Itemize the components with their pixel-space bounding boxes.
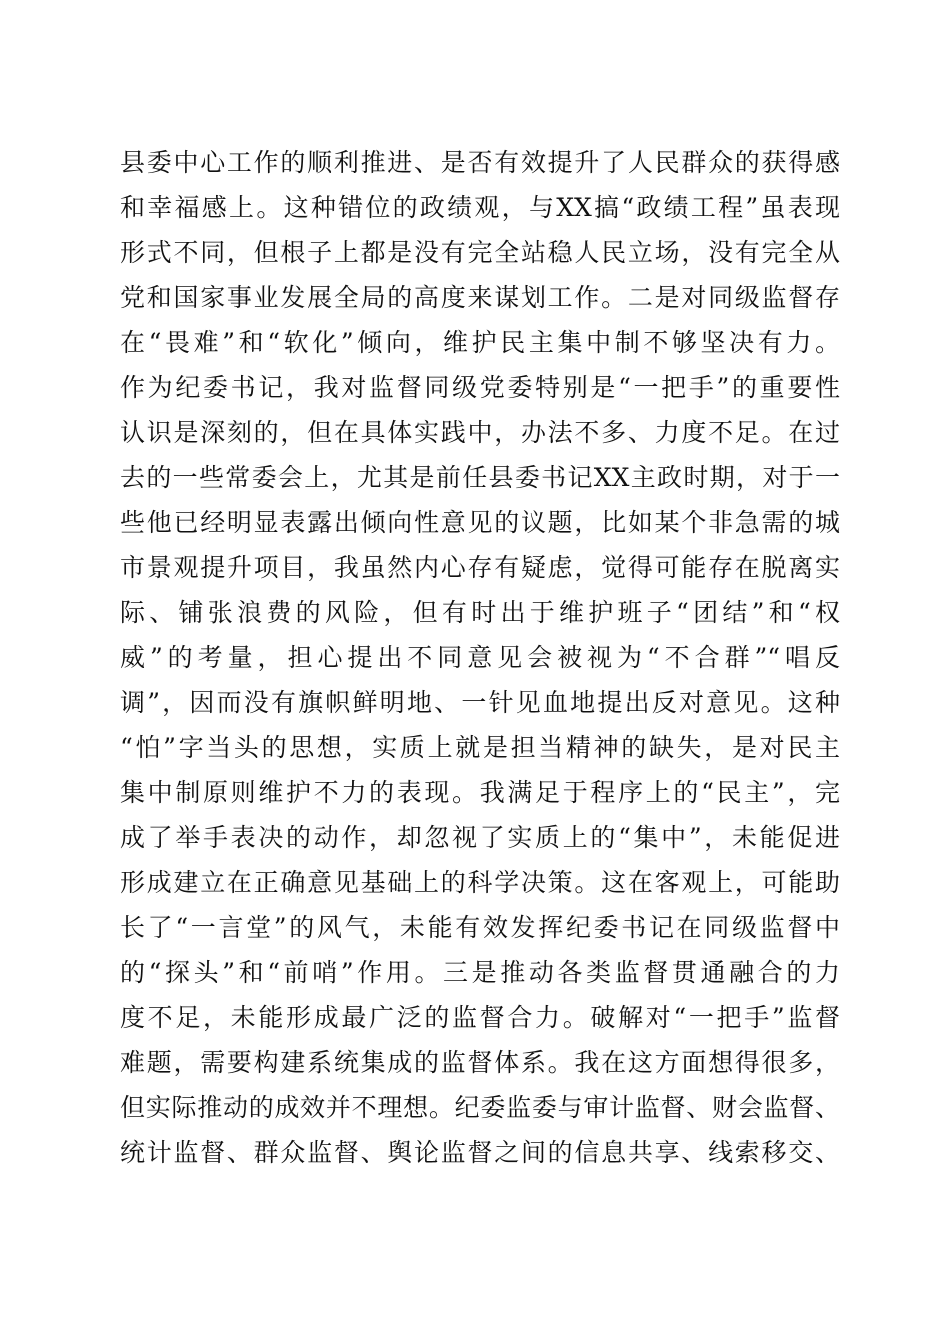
text-line: 些他已经明显表露出倾向性意见的议题，比如某个非急需的城 bbox=[120, 508, 840, 537]
text-line: 在“畏难”和“软化”倾向，维护民主集中制不够坚决有力。 bbox=[120, 328, 840, 357]
text-line: 调”，因而没有旗帜鲜明地、一针见血地提出反对意见。这种 bbox=[120, 688, 840, 717]
text-line: 统计监督、群众监督、舆论监督之间的信息共享、线索移交、 bbox=[120, 1138, 840, 1167]
text-line: 作为纪委书记，我对监督同级党委特别是“一把手”的重要性 bbox=[120, 373, 840, 402]
text-line: 市景观提升项目，我虽然内心存有疑虑，觉得可能存在脱离实 bbox=[120, 553, 840, 582]
text-line: 县委中心工作的顺利推进、是否有效提升了人民群众的获得感 bbox=[120, 148, 840, 177]
text-line: 难题，需要构建系统集成的监督体系。我在这方面想得很多， bbox=[120, 1048, 840, 1077]
text-line: 集中制原则维护不力的表现。我满足于程序上的“民主”，完 bbox=[120, 778, 840, 807]
text-line: “怕”字当头的思想，实质上就是担当精神的缺失，是对民主 bbox=[120, 733, 840, 762]
text-line: 际、铺张浪费的风险，但有时出于维护班子“团结”和“权 bbox=[120, 598, 840, 627]
body-text bbox=[120, 140, 840, 1175]
text-line: 的“探头”和“前哨”作用。三是推动各类监督贯通融合的力 bbox=[120, 958, 840, 987]
text-line: 但实际推动的成效并不理想。纪委监委与审计监督、财会监督、 bbox=[120, 1093, 840, 1122]
text-line: 形成建立在正确意见基础上的科学决策。这在客观上，可能助 bbox=[120, 868, 840, 897]
text-line: 认识是深刻的，但在具体实践中，办法不多、力度不足。在过 bbox=[120, 418, 840, 447]
text-line: 形式不同，但根子上都是没有完全站稳人民立场，没有完全从 bbox=[120, 238, 840, 267]
text-line: 党和国家事业发展全局的高度来谋划工作。二是对同级监督存 bbox=[120, 283, 840, 312]
text-line: 和幸福感上。这种错位的政绩观，与XX搞“政绩工程”虽表现 bbox=[120, 193, 840, 222]
text-line: 长了“一言堂”的风气，未能有效发挥纪委书记在同级监督中 bbox=[120, 913, 840, 942]
text-line: 威”的考量，担心提出不同意见会被视为“不合群”“唱反 bbox=[120, 643, 840, 672]
text-line: 度不足，未能形成最广泛的监督合力。破解对“一把手”监督 bbox=[120, 1003, 840, 1032]
text-line: 成了举手表决的动作，却忽视了实质上的“集中”，未能促进 bbox=[120, 823, 840, 852]
text-line: 去的一些常委会上，尤其是前任县委书记XX主政时期，对于一 bbox=[120, 463, 840, 492]
